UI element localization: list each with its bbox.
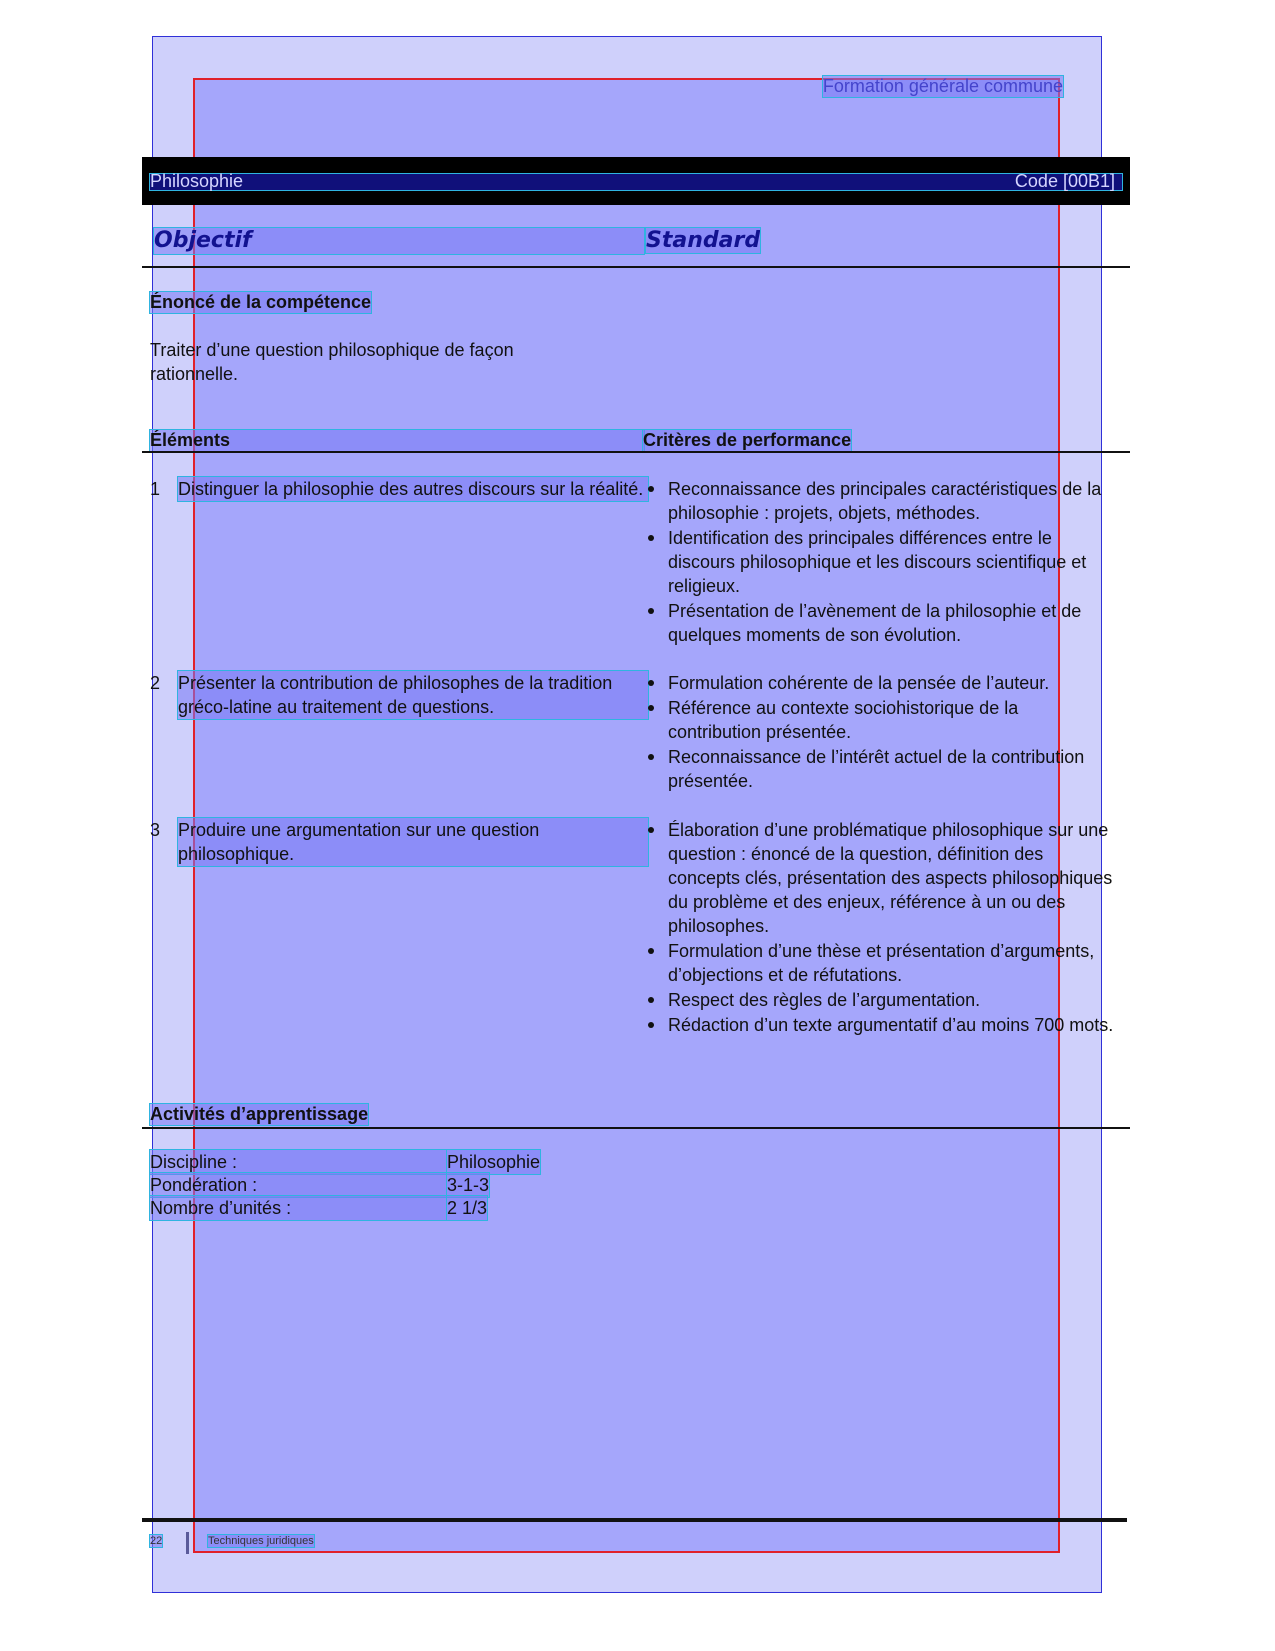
criteria-list-3 (646, 818, 1116, 1038)
course-header-inner (150, 174, 1122, 190)
course-code: Code [00B1] (1014, 171, 1115, 191)
activities-title: Activités d’apprentissage (150, 1104, 369, 1124)
bullet-icon (648, 486, 654, 492)
criterion-text: Identification des principales différences entre le discours philosophique et les discours scientifique et religieux. (668, 528, 1087, 596)
criterion-text: Formulation cohérente de la pensée de l’auteur. (668, 673, 1050, 693)
criterion-item (646, 477, 1116, 525)
element-row-2 (150, 671, 650, 721)
divider (142, 1127, 1130, 1129)
element-number: 1 (150, 479, 161, 499)
bullet-icon (648, 705, 654, 711)
objective-heading: Objectif (154, 228, 644, 254)
competence-text: Traiter d’une question philosophique de façon rationnelle. (150, 340, 514, 384)
criterion-text: Formulation d’une thèse et présentation d’arguments, d’objections et de réfutations. (668, 941, 1095, 985)
criterion-item (646, 1013, 1116, 1037)
bullet-icon (648, 827, 654, 833)
element-number: 3 (150, 820, 161, 840)
divider (142, 266, 1130, 268)
criterion-text: Présentation de l’avènement de la philosophie et de quelques moments de son évolution. (668, 601, 1082, 645)
criterion-item (646, 526, 1116, 598)
criteria-list-1 (646, 477, 1116, 648)
units-label: Nombre d’unités : (150, 1196, 446, 1220)
criterion-item (646, 939, 1116, 987)
discipline-label: Discipline : (150, 1150, 446, 1174)
criterion-text: Référence au contexte sociohistorique de la contribution présentée. (668, 698, 1019, 742)
criterion-item (646, 745, 1116, 793)
course-name: Philosophie (150, 171, 244, 191)
bullet-icon (648, 680, 654, 686)
footer-title: Techniques juridiques (208, 1535, 314, 1547)
ponderation-label: Pondération : (150, 1173, 446, 1197)
element-row-1 (150, 477, 650, 527)
criteria-title: Critères de performance (643, 430, 852, 450)
criterion-text: Élaboration d’une problématique philosophique sur une question : énoncé de la question, définition des concepts clés, présentation des aspects philosophiques du problème et des enjeux, référence à un ou des philosophes. (668, 820, 1113, 936)
units-value: 2 1/3 (447, 1198, 488, 1218)
bullet-icon (648, 535, 654, 541)
criterion-text: Reconnaissance des principales caractéristiques de la philosophie : projets, objets, méthodes. (668, 479, 1102, 523)
page-number: 22 (150, 1535, 163, 1547)
element-text: Distinguer la philosophie des autres discours sur la réalité. (178, 477, 648, 501)
bullet-icon (648, 997, 654, 1003)
criteria-list-2 (646, 671, 1116, 794)
divider (142, 451, 1130, 453)
criterion-item (646, 696, 1116, 744)
element-text: Produire une argumentation sur une question philosophique. (178, 818, 648, 866)
elements-title: Éléments (150, 430, 644, 451)
bullet-icon (648, 1022, 654, 1028)
criterion-item (646, 599, 1116, 647)
competence-title: Énoncé de la compétence (150, 292, 372, 312)
program-label: Formation générale commune (822, 76, 1063, 96)
element-row-3 (150, 818, 650, 868)
bullet-icon (648, 754, 654, 760)
bullet-icon (648, 608, 654, 614)
footer-separator (186, 1532, 189, 1554)
criterion-item (646, 671, 1116, 695)
criterion-text: Reconnaissance de l’intérêt actuel de la contribution présentée. (668, 747, 1085, 791)
criterion-item (646, 818, 1116, 938)
course-header-bar (142, 157, 1130, 205)
element-number: 2 (150, 673, 161, 693)
standard-heading: Standard (646, 228, 761, 253)
criterion-item (646, 988, 1116, 1012)
element-text: Présenter la contribution de philosophes de la tradition gréco-latine au traitement de questions. (178, 671, 648, 719)
criterion-text: Rédaction d’un texte argumentatif d’au moins 700 mots. (668, 1015, 1114, 1035)
bullet-icon (648, 948, 654, 954)
discipline-value: Philosophie (447, 1152, 541, 1172)
ponderation-value: 3-1-3 (447, 1175, 490, 1195)
footer-divider (142, 1518, 1127, 1522)
criterion-text: Respect des règles de l’argumentation. (668, 990, 981, 1010)
